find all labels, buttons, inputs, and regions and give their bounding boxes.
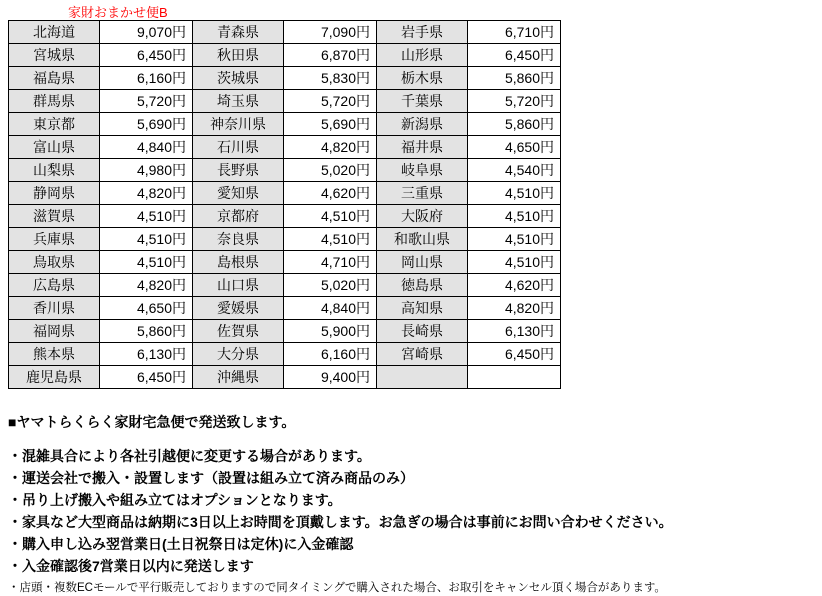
prefecture-cell: 福井県 (377, 136, 468, 159)
prefecture-cell: 広島県 (9, 274, 100, 297)
prefecture-cell: 鹿児島県 (9, 366, 100, 389)
prefecture-cell: 福島県 (9, 67, 100, 90)
table-row (9, 159, 561, 182)
note-line: ・運送会社で搬入・設置します（設置は組み立て済み商品のみ） (8, 470, 414, 486)
prefecture-cell: 兵庫県 (9, 228, 100, 251)
price-cell: 6,450円 (100, 44, 193, 67)
prefecture-cell: 滋賀県 (9, 205, 100, 228)
prefecture-cell: 静岡県 (9, 182, 100, 205)
price-cell: 6,130円 (468, 320, 561, 343)
prefecture-cell: 沖縄県 (193, 366, 284, 389)
price-cell: 4,620円 (284, 182, 377, 205)
price-cell: 4,840円 (284, 297, 377, 320)
price-cell: 4,820円 (284, 136, 377, 159)
price-cell: 5,720円 (100, 90, 193, 113)
price-cell: 6,450円 (468, 343, 561, 366)
note-line: ・混雑具合により各社引越便に変更する場合があります。 (8, 448, 371, 464)
empty-prefecture-cell (377, 366, 468, 389)
prefecture-cell: 神奈川県 (193, 113, 284, 136)
price-cell: 4,820円 (100, 274, 193, 297)
table-row (9, 113, 561, 136)
note-line: ・入金確認後7営業日以内に発送します (8, 558, 254, 574)
table-row (9, 21, 561, 44)
price-cell: 4,650円 (100, 297, 193, 320)
price-cell: 4,980円 (100, 159, 193, 182)
prefecture-cell: 栃木県 (377, 67, 468, 90)
price-cell: 4,540円 (468, 159, 561, 182)
price-cell: 9,400円 (284, 366, 377, 389)
price-cell: 5,690円 (100, 113, 193, 136)
table-body (9, 21, 561, 389)
table-row (9, 366, 561, 389)
notes-section (8, 412, 814, 596)
price-cell: 4,510円 (468, 205, 561, 228)
price-cell: 4,840円 (100, 136, 193, 159)
table-row (9, 228, 561, 251)
price-cell: 4,510円 (284, 205, 377, 228)
price-cell: 5,860円 (468, 67, 561, 90)
prefecture-cell: 群馬県 (9, 90, 100, 113)
price-cell: 4,510円 (468, 228, 561, 251)
prefecture-cell: 島根県 (193, 251, 284, 274)
price-cell: 5,720円 (468, 90, 561, 113)
prefecture-cell: 大阪府 (377, 205, 468, 228)
prefecture-cell: 奈良県 (193, 228, 284, 251)
prefecture-cell: 鳥取県 (9, 251, 100, 274)
price-cell: 6,160円 (284, 343, 377, 366)
price-cell: 6,870円 (284, 44, 377, 67)
prefecture-cell: 岡山県 (377, 251, 468, 274)
note-line: ・購入申し込み翌営業日(土日祝祭日は定休)に入金確認 (8, 536, 354, 552)
price-cell: 4,620円 (468, 274, 561, 297)
price-cell: 6,450円 (100, 366, 193, 389)
price-cell: 4,510円 (100, 228, 193, 251)
price-cell: 4,510円 (100, 251, 193, 274)
table-row (9, 182, 561, 205)
prefecture-cell: 富山県 (9, 136, 100, 159)
table-row (9, 274, 561, 297)
price-cell: 5,860円 (100, 320, 193, 343)
prefecture-cell: 山梨県 (9, 159, 100, 182)
price-cell: 5,860円 (468, 113, 561, 136)
prefecture-cell: 大分県 (193, 343, 284, 366)
prefecture-cell: 茨城県 (193, 67, 284, 90)
price-cell: 5,830円 (284, 67, 377, 90)
price-cell: 7,090円 (284, 21, 377, 44)
prefecture-cell: 熊本県 (9, 343, 100, 366)
prefecture-cell: 宮城県 (9, 44, 100, 67)
prefecture-cell: 岩手県 (377, 21, 468, 44)
prefecture-cell: 青森県 (193, 21, 284, 44)
prefecture-cell: 福岡県 (9, 320, 100, 343)
price-cell: 5,020円 (284, 159, 377, 182)
prefecture-cell: 三重県 (377, 182, 468, 205)
table-row (9, 67, 561, 90)
prefecture-cell: 宮崎県 (377, 343, 468, 366)
price-cell: 5,720円 (284, 90, 377, 113)
prefecture-cell: 東京都 (9, 113, 100, 136)
table-row (9, 343, 561, 366)
prefecture-cell: 香川県 (9, 297, 100, 320)
price-cell: 4,710円 (284, 251, 377, 274)
notes-heading: ■ヤマトらくらく家財宅急便で発送致します。 (8, 414, 296, 430)
price-cell: 4,820円 (100, 182, 193, 205)
table-row (9, 90, 561, 113)
price-cell: 4,510円 (284, 228, 377, 251)
table-row (9, 205, 561, 228)
prefecture-cell: 愛媛県 (193, 297, 284, 320)
prefecture-cell: 千葉県 (377, 90, 468, 113)
table-row (9, 136, 561, 159)
table-row (9, 251, 561, 274)
prefecture-cell: 佐賀県 (193, 320, 284, 343)
prefecture-cell: 新潟県 (377, 113, 468, 136)
table-row (9, 320, 561, 343)
prefecture-cell: 愛知県 (193, 182, 284, 205)
prefecture-cell: 山形県 (377, 44, 468, 67)
prefecture-cell: 京都府 (193, 205, 284, 228)
price-cell: 4,510円 (468, 251, 561, 274)
price-cell: 6,450円 (468, 44, 561, 67)
note-line: ・家具など大型商品は納期に3日以上お時間を頂戴します。お急ぎの場合は事前にお問い合わせください。 (8, 514, 673, 530)
table-row (9, 297, 561, 320)
price-cell: 5,900円 (284, 320, 377, 343)
price-cell: 9,070円 (100, 21, 193, 44)
empty-price-cell (468, 366, 561, 389)
prefecture-cell: 高知県 (377, 297, 468, 320)
page-title: 家財おまかせ便B (68, 5, 168, 20)
prefecture-cell: 岐阜県 (377, 159, 468, 182)
table-row (9, 44, 561, 67)
shipping-fee-table (8, 20, 561, 389)
price-cell: 5,020円 (284, 274, 377, 297)
price-cell: 6,160円 (100, 67, 193, 90)
price-cell: 6,130円 (100, 343, 193, 366)
prefecture-cell: 石川県 (193, 136, 284, 159)
prefecture-cell: 山口県 (193, 274, 284, 297)
note-small-print: ・店頭・複数ECモールで平行販売しておりますので同タイミングで購入された場合、お取引をキャンセル頂く場合があります。 (8, 582, 666, 594)
note-line: ・吊り上げ搬入や組み立てはオプションとなります。 (8, 492, 342, 508)
price-cell: 4,820円 (468, 297, 561, 320)
prefecture-cell: 和歌山県 (377, 228, 468, 251)
price-cell: 6,710円 (468, 21, 561, 44)
prefecture-cell: 埼玉県 (193, 90, 284, 113)
price-cell: 4,510円 (468, 182, 561, 205)
prefecture-cell: 長野県 (193, 159, 284, 182)
prefecture-cell: 徳島県 (377, 274, 468, 297)
price-cell: 5,690円 (284, 113, 377, 136)
prefecture-cell: 秋田県 (193, 44, 284, 67)
prefecture-cell: 長崎県 (377, 320, 468, 343)
price-cell: 4,510円 (100, 205, 193, 228)
prefecture-cell: 北海道 (9, 21, 100, 44)
price-cell: 4,650円 (468, 136, 561, 159)
